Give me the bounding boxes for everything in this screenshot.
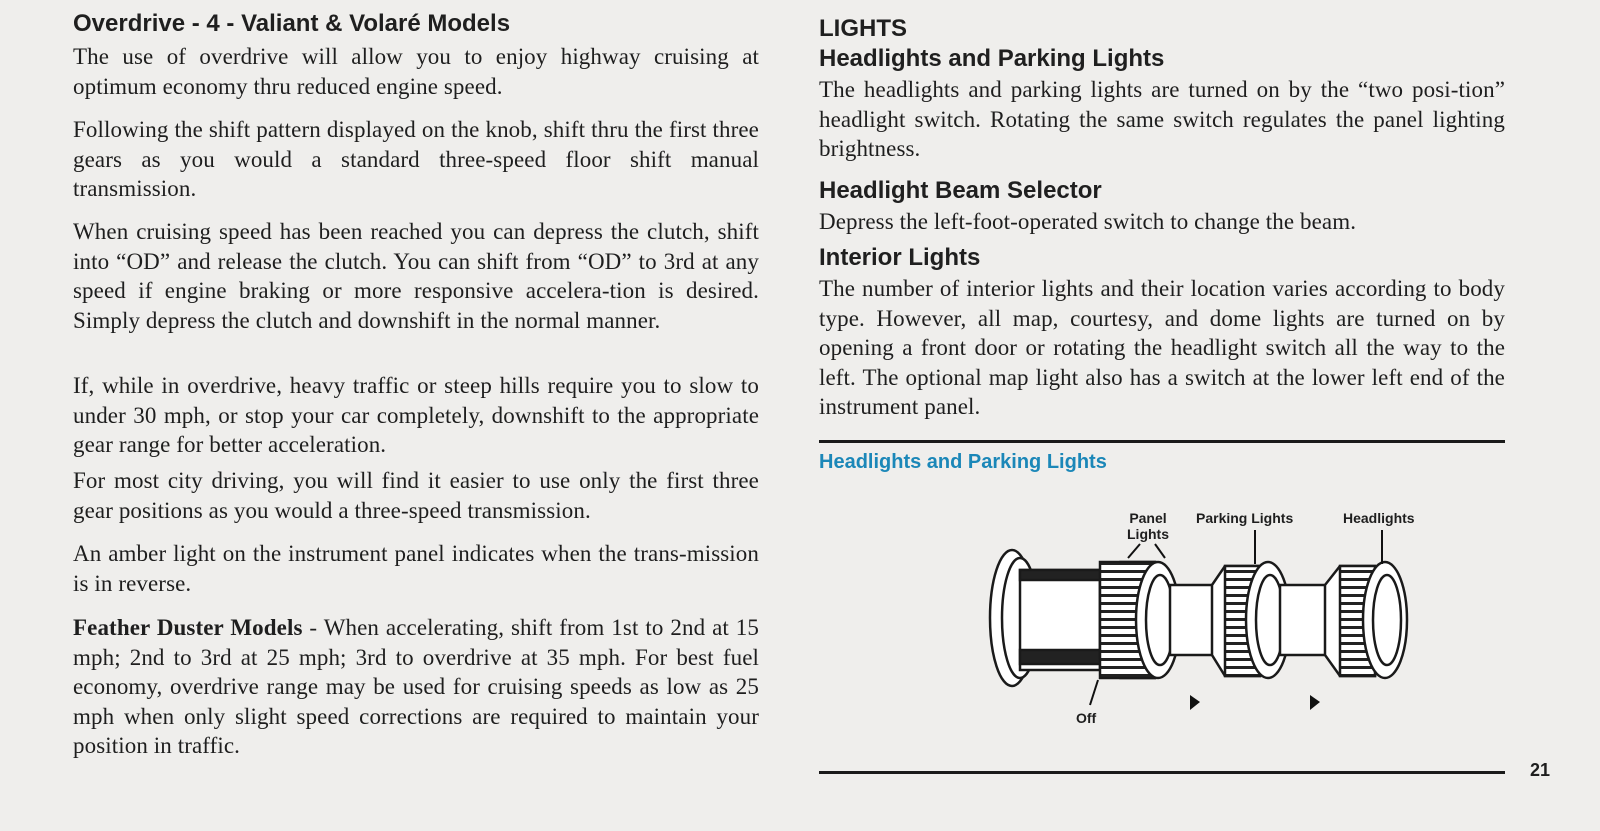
- panel-lights-label: Panel Lights: [1127, 510, 1169, 542]
- feather-duster-text: - When accelerating, shift from 1st to 2nd at 15 mph; 2nd to 3rd at 25 mph; 3rd to overdrive at 35 mph. For best fuel economy, overdrive range may be used for cruising speeds as low as 25 mph when only slight speed corrections are required to maintain your position in traffic.: [73, 615, 759, 758]
- overdrive-paragraph-3: When cruising speed has been reached you can depress the clutch, shift into “OD” and release the clutch. You can shift from “OD” to 3rd at any speed if engine braking or more responsive accelera-tion is desired. Simply depress the clutch and downshift in the normal manner.: [73, 219, 759, 333]
- overdrive-paragraph-6: An amber light on the instrument panel indicates when the trans-mission is in reverse.: [73, 541, 759, 596]
- feather-duster-paragraph: [73, 613, 759, 761]
- interior-lights-paragraph: The number of interior lights and their location varies according to body type. However, all map, courtesy, and dome lights are turned on by opening a front door or rotating the headlight switch all the way to the left. The optional map light also has a switch at the lower left end of the instrument panel.: [819, 276, 1505, 419]
- figure-bottom-rule: [819, 771, 1505, 774]
- figure-top-rule: [819, 440, 1505, 443]
- headlights-heading: Headlights and Parking Lights: [819, 45, 1165, 72]
- beam-selector-paragraph: Depress the left-foot-operated switch to change the beam.: [819, 209, 1357, 234]
- lights-section-heading: LIGHTS: [819, 15, 907, 42]
- page-number: 21: [1530, 760, 1551, 780]
- interior-lights-heading: Interior Lights: [819, 244, 981, 271]
- overdrive-paragraph-5: For most city driving, you will find it easier to use only the first three gear positions as you would a three-speed transmission.: [73, 468, 759, 523]
- off-label: Off: [1076, 710, 1097, 726]
- headlights-paragraph: The headlights and parking lights are turned on by the “two posi-tion” headlight switch. Rotating the same switch regulates the panel lighting brightness.: [819, 77, 1505, 161]
- feather-duster-lead: Feather Duster Models: [73, 615, 303, 640]
- overdrive-paragraph-4: If, while in overdrive, heavy traffic or steep hills require you to slow to under 30 mph, or stop your car completely, downshift to the appropriate gear range for better acceleration.: [73, 373, 759, 457]
- figure-caption: Headlights and Parking Lights: [819, 451, 1107, 473]
- headlights-label: Headlights: [1343, 510, 1415, 526]
- headlight-switch-illustration: [980, 530, 1450, 730]
- overdrive-heading: Overdrive - 4 - Valiant & Volaré Models: [73, 10, 511, 37]
- overdrive-paragraph-2: Following the shift pattern displayed on the knob, shift thru the first three gears as you would a standard three-speed floor shift manual transmission.: [73, 117, 759, 201]
- overdrive-paragraph-1: The use of overdrive will allow you to enjoy highway cruising at optimum economy thru reduced engine speed.: [73, 44, 759, 99]
- beam-selector-heading: Headlight Beam Selector: [819, 177, 1102, 204]
- parking-lights-label: Parking Lights: [1196, 510, 1294, 526]
